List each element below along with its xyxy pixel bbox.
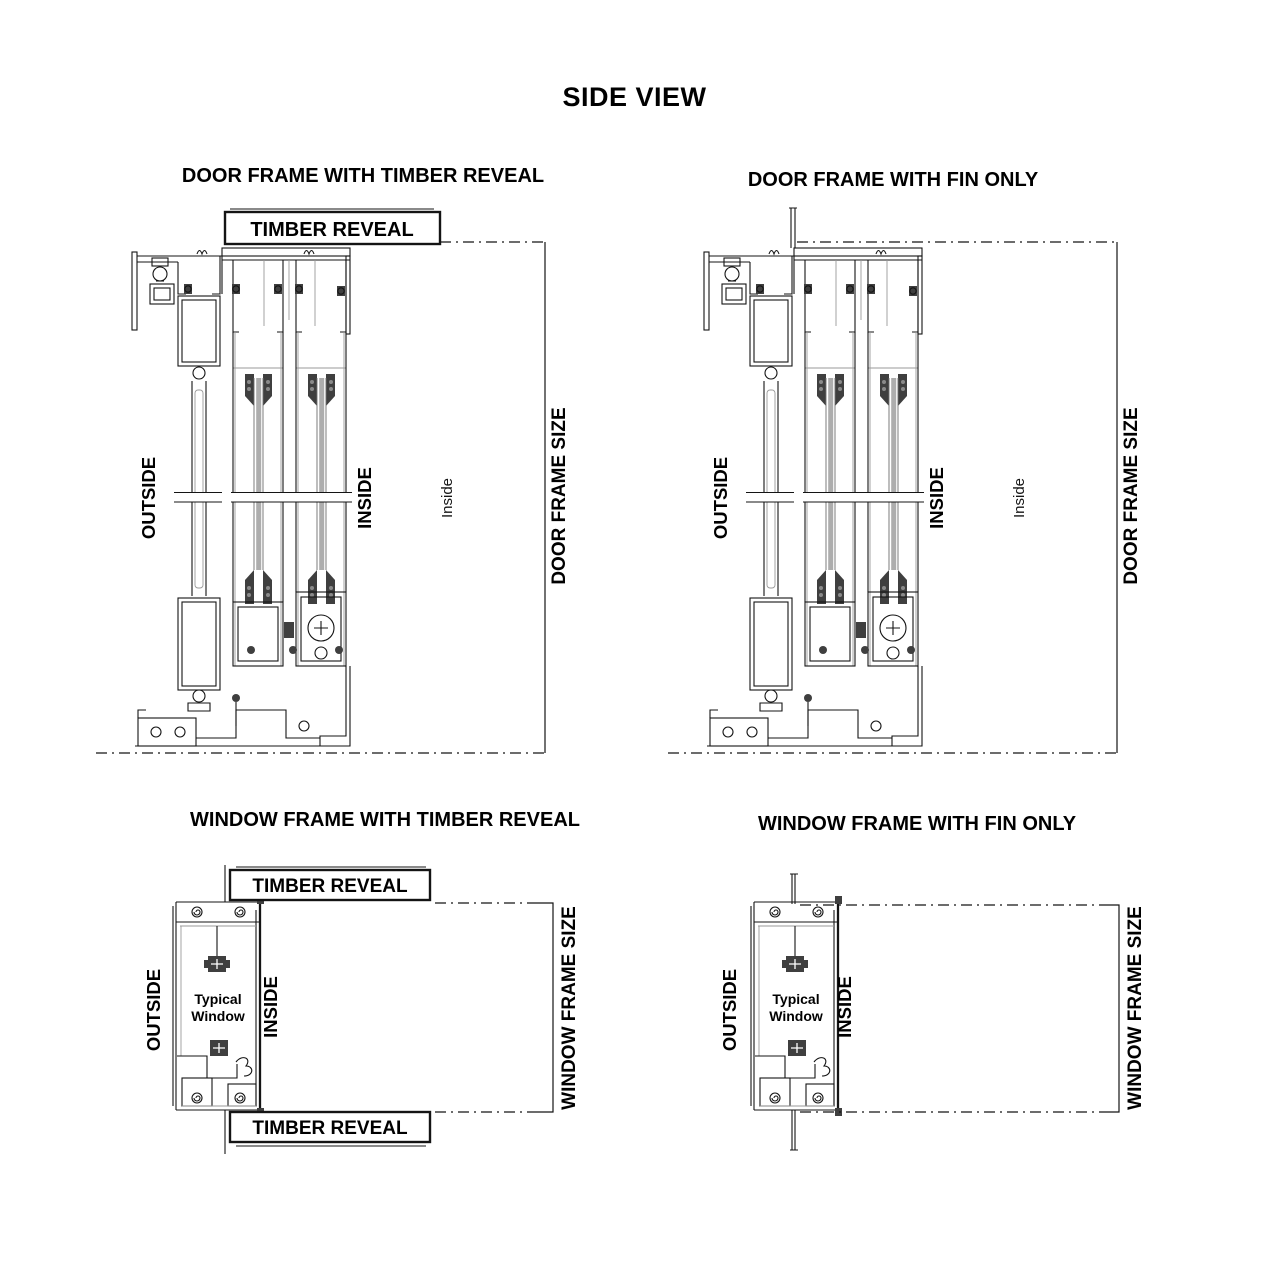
window-timber-drawing [140, 860, 640, 1220]
timber-reveal-top-label: TIMBER REVEAL [252, 876, 408, 897]
outside-label: OUTSIDE [710, 456, 731, 540]
timber-reveal-box-bottom [230, 1112, 430, 1146]
fin [789, 208, 797, 248]
timber-reveal-bottom-label: TIMBER REVEAL [252, 1118, 408, 1139]
outside-label: OUTSIDE [143, 968, 164, 1052]
inside-small-label: Inside [1011, 477, 1028, 519]
inside-label: INSIDE [926, 467, 947, 529]
timber-reveal-box-top [230, 867, 430, 900]
outside-label: OUTSIDE [719, 968, 740, 1052]
inside-label: INSIDE [834, 976, 855, 1038]
svg-text:Typical: Typical [772, 991, 820, 1007]
door-fin-heading: DOOR FRAME WITH FIN ONLY [747, 169, 1039, 191]
inside-label: INSIDE [354, 467, 375, 529]
typical-window-label [769, 991, 823, 1024]
page-title: SIDE VIEW [562, 82, 707, 112]
window-fin-drawing [718, 860, 1218, 1220]
window-timber-heading: WINDOW FRAME WITH TIMBER REVEAL [190, 809, 580, 831]
dimension-lines [435, 903, 553, 1112]
typical-window-label [191, 991, 245, 1024]
svg-text:Typical: Typical [194, 991, 242, 1007]
outside-label: OUTSIDE [138, 456, 159, 540]
window-fin-heading: WINDOW FRAME WITH FIN ONLY [757, 813, 1077, 835]
inside-label: INSIDE [260, 976, 281, 1038]
door-timber-drawing [88, 198, 588, 778]
door-fin-drawing [660, 198, 1160, 778]
svg-text:Window: Window [769, 1008, 823, 1024]
window-frame-size-label: WINDOW FRAME SIZE [559, 906, 580, 1110]
timber-reveal-label: TIMBER REVEAL [250, 219, 414, 241]
timber-reveal-box [225, 209, 440, 244]
door-timber-heading: DOOR FRAME WITH TIMBER REVEAL [181, 165, 545, 187]
door-frame-size-label: DOOR FRAME SIZE [549, 407, 570, 585]
door-frame-size-label: DOOR FRAME SIZE [1121, 407, 1142, 585]
svg-text:Window: Window [191, 1008, 245, 1024]
window-frame-size-label: WINDOW FRAME SIZE [1125, 906, 1146, 1110]
inside-small-label: Inside [439, 477, 456, 519]
